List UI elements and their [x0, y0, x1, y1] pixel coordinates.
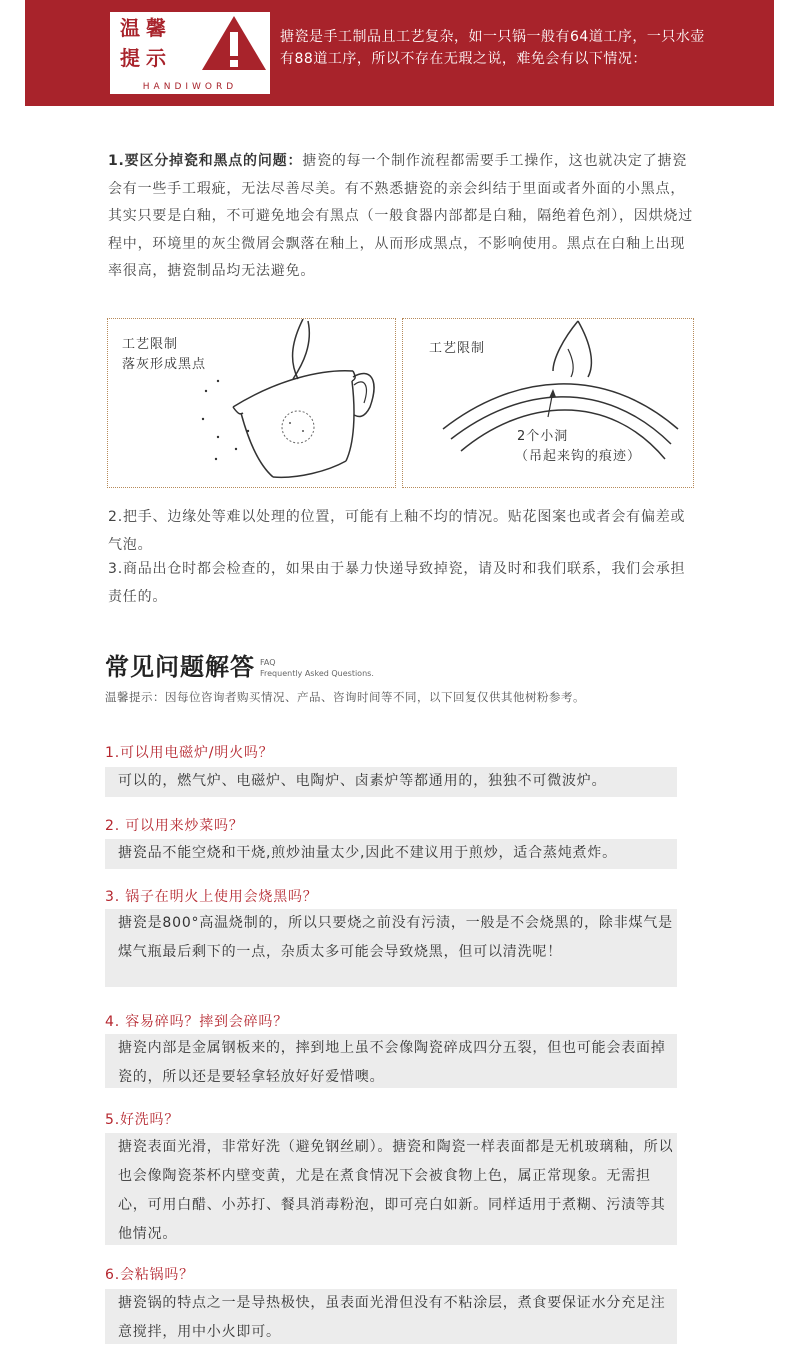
illus-right-note-2: （吊起来钩的痕迹）: [515, 449, 642, 464]
faq-question-6: 6.会粘锅吗？: [105, 1267, 194, 1283]
illustration-black-spots: [107, 318, 396, 488]
faq-answer-4: 搪瓷内部是金属钢板来的，摔到地上虽不会像陶瓷碎成四分五裂，但也可能会表面掉瓷的，所以还是要轻拿轻放好好爱惜噢。: [105, 1034, 677, 1088]
faq-answer-2: 搪瓷品不能空烧和干烧,煎炒油量太少,因此不建议用于煎炒，适合蒸炖煮炸。: [105, 839, 677, 869]
warning-icon: [200, 14, 268, 72]
note-paragraph-1: [108, 148, 698, 286]
faq-en-line1: FAQ: [260, 658, 276, 667]
faq-answer-6: 搪瓷锅的特点之一是导热极快，虽表面光滑但没有不粘涂层，煮食要保证水分充足注意搅拌，用中小火即可。: [105, 1289, 677, 1344]
faq-subtitle: 温馨提示：因每位咨询者购买情况、产品、咨询时间等不同，以下回复仅供其他树粉参考。: [105, 690, 585, 704]
illustration-hook-holes: [402, 318, 694, 488]
faq-answer-3: 搪瓷是800°高温烧制的，所以只要烧之前没有污渍，一般是不会烧黑的，除非煤气是煤气瓶最后剩下的一点，杂质太多可能会导致烧黑，但可以清洗呢！: [105, 909, 677, 987]
faq-en-line2: Frequently Asked Questions.: [260, 669, 374, 678]
banner-title-line2: 提示: [120, 46, 172, 70]
illus-left-label-2: 落灰形成黑点: [122, 357, 207, 372]
faq-answer-5: 搪瓷表面光滑，非常好洗（避免钢丝刷）。搪瓷和陶瓷一样表面都是无机玻璃釉，所以也会像陶瓷茶杯内壁变黄，尤是在煮食情况下会被食物上色，属正常现象。无需担心，可用白醋、小苏打、餐具消毒粉泡，即可亮白如新。同样适用于煮糊、污渍等其他情况。: [105, 1133, 677, 1245]
faq-question-3: 3. 锅子在明火上使用会烧黑吗？: [105, 889, 318, 905]
note-1-text: 搪瓷的每一个制作流程都需要手工操作，这也就决定了搪瓷会有一些手工瑕疵，无法尽善尽美。有不熟悉搪瓷的亲会纠结于里面或者外面的小黑点，其实只要是白釉，不可避免地会有黑点（一般食器内部都是白釉，隔绝着色剂），因烘烧过程中，环境里的灰尘微屑会飘落在釉上，从而形成黑点，不影响使用。黑点在白釉上出现率很高，搪瓷制品均无法避免。: [108, 153, 693, 279]
mug-drawing: [108, 319, 395, 487]
banner-badge: [110, 12, 270, 94]
illus-left-label-1: 工艺限制: [122, 337, 179, 352]
banner-subtitle: HANDIWORD: [142, 82, 238, 92]
faq-answer-1: 可以的，燃气炉、电磁炉、电陶炉、卤素炉等都通用的，独独不可微波炉。: [105, 767, 677, 797]
note-paragraph-3: 3.商品出仓时都会检查的，如果由于暴力快递导致掉瓷，请及时和我们联系，我们会承担责任的。: [108, 561, 686, 605]
warning-banner: [25, 0, 774, 106]
illus-right-note-1: 2个小洞: [517, 429, 569, 444]
faq-question-2: 2. 可以用来炒菜吗？: [105, 818, 244, 834]
faq-question-1: 1.可以用电磁炉/明火吗？: [105, 745, 274, 761]
banner-text: 搪瓷是手工制品且工艺复杂，如一只锅一般有64道工序，一只水壶有88道工序，所以不存在无瑕之说，难免会有以下情况：: [280, 29, 705, 67]
banner-title-line1: 温馨: [120, 16, 172, 40]
note-paragraph-2: 2.把手、边缘处等难以处理的位置，可能有上釉不均的情况。贴花图案也或者会有偏差或气泡。: [108, 509, 686, 553]
faq-question-4: 4. 容易碎吗？摔到会碎吗？: [105, 1014, 289, 1030]
illus-right-label: 工艺限制: [429, 341, 486, 356]
faq-question-5: 5.好洗吗？: [105, 1112, 180, 1128]
faq-title-en: [260, 657, 374, 679]
note-1-label: 1.要区分掉瓷和黑点的问题：: [108, 153, 303, 169]
faq-title: 常见问题解答: [105, 653, 255, 681]
